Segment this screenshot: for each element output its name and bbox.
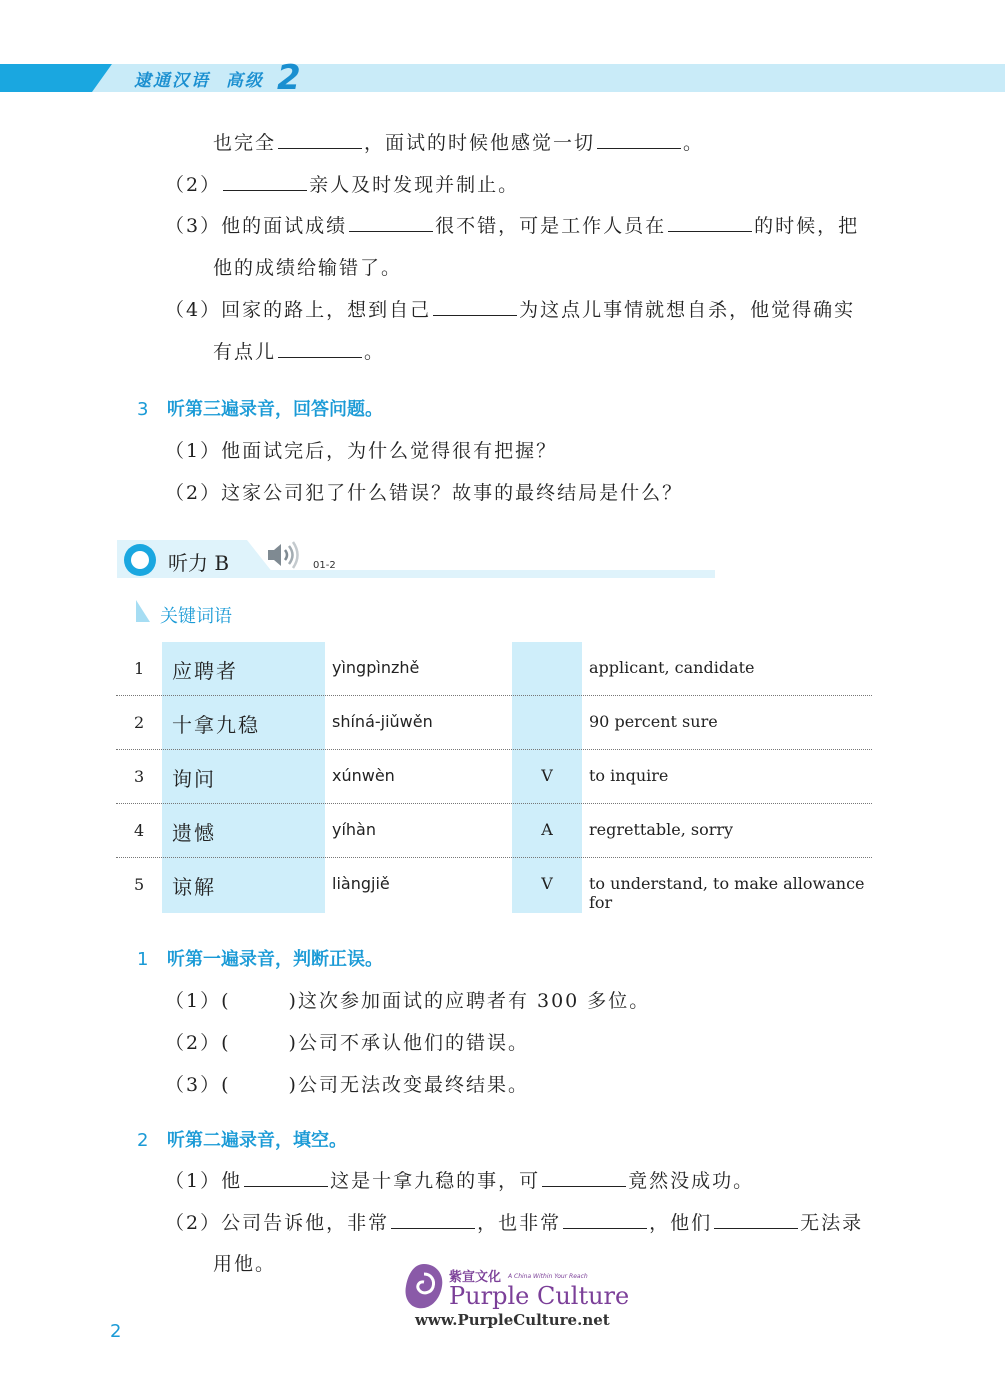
exercise-item-3: （3）他的面试成绩 很不错，可是工作人员在 的时候，把 xyxy=(165,215,860,237)
fill-item-1: （1）他 这是十拿九稳的事，可 竟然没成功。 xyxy=(165,1170,755,1192)
exercise-item-3-line2: 他的成绩给输错了。 xyxy=(213,257,403,279)
fill-blank[interactable] xyxy=(391,1210,475,1229)
listening-b-underline xyxy=(240,570,715,578)
section-3-heading: 3 听第三遍录音，回答问题。 xyxy=(137,399,383,420)
exercise-item-4: （4）回家的路上，想到自己 为这点儿事情就想自杀，他觉得确实 xyxy=(165,299,856,321)
vocab-row: 1 应聘者 yìngpìnzhě applicant, candidate xyxy=(116,642,872,696)
listening-icon xyxy=(124,544,156,576)
exercise-item-2: （2） 亲人及时发现并制止。 xyxy=(165,174,520,196)
fill-blank[interactable] xyxy=(542,1168,626,1187)
true-false-item-1: （1）( )这次参加面试的应聘者有 300 多位。 xyxy=(165,990,651,1012)
watermark-chinese-name: 紫宣文化 xyxy=(449,1270,502,1285)
fill-blank[interactable] xyxy=(433,297,517,316)
b-section-1-heading: 1 听第一遍录音，判断正误。 xyxy=(137,949,383,970)
speaker-icon[interactable] xyxy=(266,540,306,570)
fill-blank[interactable] xyxy=(278,130,362,149)
audio-track-code: 01-2 xyxy=(313,560,336,571)
fill-blank[interactable] xyxy=(244,1168,328,1187)
question-2: （2）这家公司犯了什么错误？故事的最终结局是什么？ xyxy=(165,482,684,504)
b-section-2-heading: 2 听第二遍录音，填空。 xyxy=(137,1130,347,1151)
fill-blank[interactable] xyxy=(349,213,433,232)
purple-culture-logo-icon xyxy=(403,1262,445,1312)
keywords-title: 关键词语 xyxy=(160,606,232,627)
watermark-url[interactable]: www.PurpleCulture.net xyxy=(415,1311,610,1329)
vocab-row: 3 询问 xúnwèn V to inquire xyxy=(116,750,872,804)
page-number: 2 xyxy=(110,1321,122,1342)
true-false-item-2: （2）( )公司不承认他们的错误。 xyxy=(165,1032,529,1054)
vocab-row: 5 谅解 liàngjiě V to understand, to make allowance for xyxy=(134,874,865,912)
book-title: 逮通汉语 高级 xyxy=(134,71,264,91)
fill-blank[interactable] xyxy=(563,1210,647,1229)
book-level-number: 2 xyxy=(277,58,301,98)
watermark-tagline: A China Within Your Reach xyxy=(508,1273,588,1280)
watermark-english-name: Purple Culture xyxy=(449,1282,630,1310)
vocab-row: 2 十拿九稳 shíná-jiǔwěn 90 percent sure xyxy=(116,696,872,750)
keywords-marker xyxy=(136,600,150,622)
fill-blank[interactable] xyxy=(223,172,307,191)
vocab-row: 4 遗憾 yíhàn A regrettable, sorry xyxy=(116,804,872,858)
true-false-item-3: （3）( )公司无法改变最终结果。 xyxy=(165,1074,529,1096)
fill-blank[interactable] xyxy=(668,213,752,232)
question-1: （1）他面试完后，为什么觉得很有把握？ xyxy=(165,440,558,462)
fill-blank[interactable] xyxy=(597,130,681,149)
listening-b-title: 听力 B xyxy=(168,551,230,575)
fill-item-2-line2: 用他。 xyxy=(213,1253,277,1275)
exercise-item-4-line2: 有点儿 。 xyxy=(213,341,386,363)
exercise-line-1-cont: 也完全 ，面试的时候他感觉一切 。 xyxy=(213,132,705,154)
fill-blank[interactable] xyxy=(714,1210,798,1229)
fill-blank[interactable] xyxy=(278,339,362,358)
fill-item-2: （2）公司告诉他，非常 ，也非常 ，他们 无法录 xyxy=(165,1212,864,1234)
